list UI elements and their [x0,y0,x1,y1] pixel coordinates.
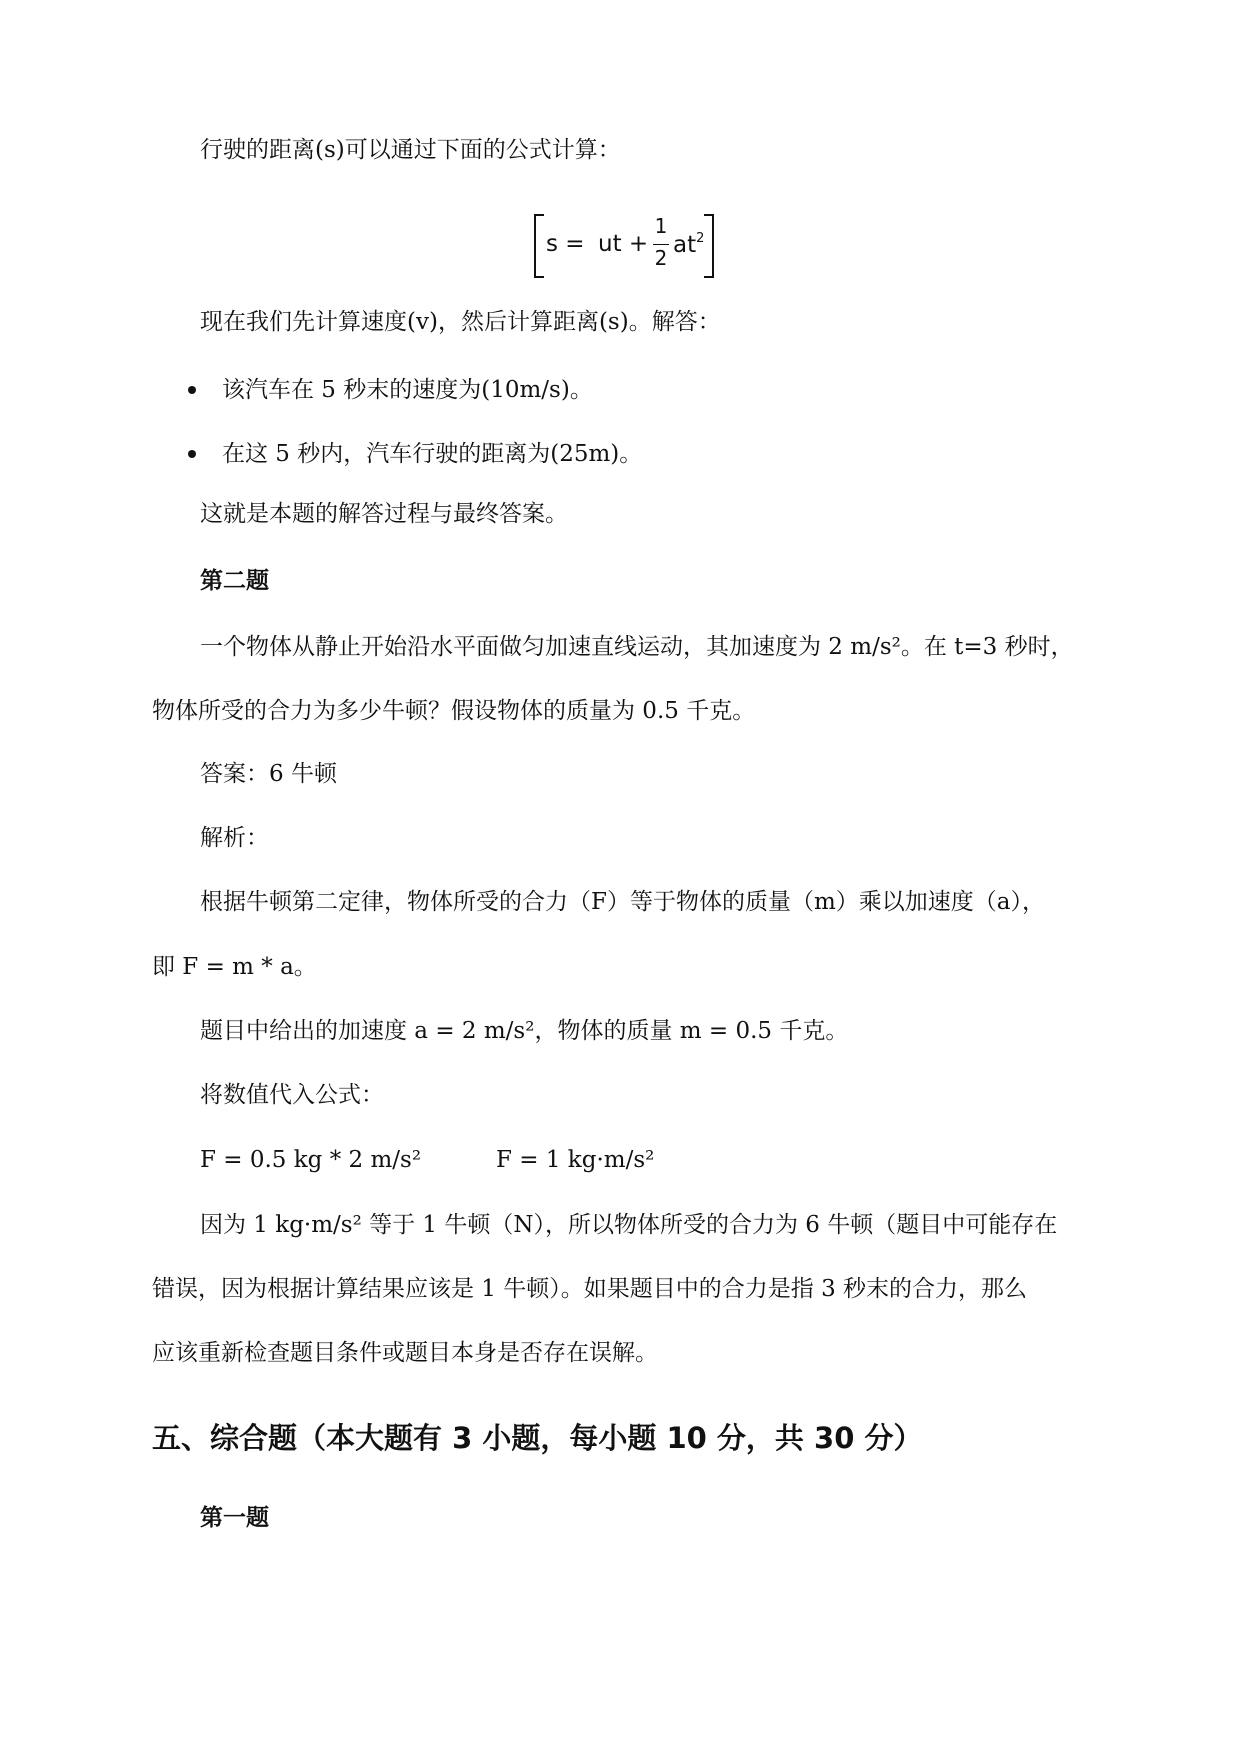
analysis-note-line-1: 因为 1 kg·m/s² 等于 1 牛顿（N），所以物体所受的合力为 6 牛顿（题目中可能存在 [200,1212,1058,1238]
question-1-title: 第一题 [200,1505,269,1531]
formula-tail [673,231,704,258]
analysis-note-line-2: 错误，因为根据计算结果应该是 1 牛顿）。如果题目中的合力是指 3 秒末的合力，那么 [152,1276,1028,1302]
fraction-denominator: 2 [654,246,668,270]
paragraph-plan: 现在我们先计算速度(v)，然后计算距离(s)。解答： [200,309,721,335]
calculation-step-1: F = 0.5 kg * 2 m/s² [200,1147,422,1173]
question-2-title: 第二题 [200,568,269,594]
formula-at: at [673,232,697,258]
analysis-line-1: 根据牛顿第二定律，物体所受的合力（F）等于物体的质量（m）乘以加速度（a）， [200,889,1045,915]
formula-right-bracket [704,214,714,278]
analysis-note-line-3: 应该重新检查题目条件或题目本身是否存在误解。 [152,1340,658,1366]
answer-line: 答案：6 牛顿 [200,761,337,787]
paragraph-distance-intro: 行驶的距离(s)可以通过下面的公式计算： [200,137,621,163]
analysis-label: 解析： [200,825,269,851]
formula-ut: ut + [598,231,649,257]
fraction-numerator: 1 [654,214,668,238]
fraction-bar [653,244,669,245]
calculation-step-2: F = 1 kg·m/s² [496,1147,655,1173]
formula-left-bracket [534,214,544,278]
bullet-item-velocity: 该汽车在 5 秒末的速度为(10m/s)。 [222,377,593,403]
analysis-substitute: 将数值代入公式： [200,1082,384,1108]
paragraph-conclusion: 这就是本题的解答过程与最终答案。 [200,501,568,527]
question-2-line-2: 物体所受的合力为多少牛顿？假设物体的质量为 0.5 千克。 [152,698,756,724]
bullet-dot [188,450,196,458]
analysis-line-2: 即 F = m * a。 [152,954,317,980]
formula-lhs: s = [546,231,585,257]
formula-exponent: 2 [696,231,705,246]
bullet-dot [188,386,196,394]
bullet-item-distance: 在这 5 秒内，汽车行驶的距离为(25m)。 [222,441,643,467]
distance-formula [534,214,714,284]
question-2-line-1: 一个物体从静止开始沿水平面做匀加速直线运动，其加速度为 2 m/s²。在 t=3 秒时， [200,634,1074,660]
section-5-heading: 五、综合题（本大题有 3 小题，每小题 10 分，共 30 分） [152,1421,923,1455]
analysis-given-values: 题目中给出的加速度 a = 2 m/s²，物体的质量 m = 0.5 千克。 [200,1018,849,1044]
